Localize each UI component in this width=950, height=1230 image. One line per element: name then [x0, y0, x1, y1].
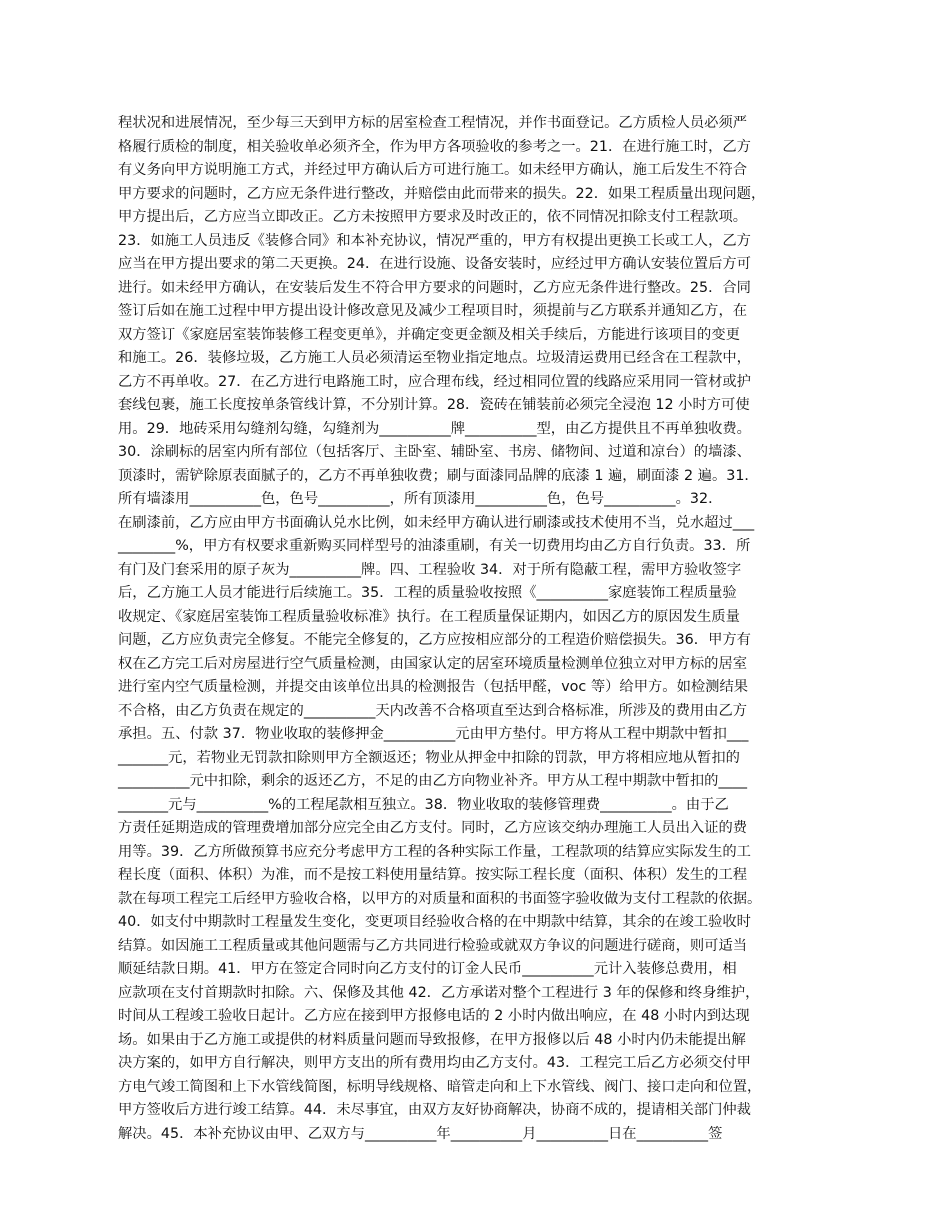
- text-line: 甲方要求的问题时，乙方应无条件进行整改，并赔偿由此而带来的损失。22．如果工程质量出现问题，: [118, 185, 766, 202]
- text-line: 30．涂刷标的居室内所有部位（包括客厅、主卧室、辅卧室、书房、储物间、过道和凉台）的墙漆、: [118, 444, 751, 460]
- text-line: 时间从工程竣工验收日起计。乙方应在接到甲方报修电话的 2 小时内做出响应，在 48 小时内到达现: [118, 1008, 750, 1024]
- text-line: 程状况和进展情况，至少每三天到甲方标的居室检查工程情况，并作书面登记。乙方质检人员必须严: [118, 115, 748, 131]
- text-line: 收规定、《家庭居室装饰工程质量验收标准》执行。在工程质量保证期内，如因乙方的原因发生质量: [118, 608, 740, 625]
- text-line: 款在每项工程完工后经甲方验收合格，以甲方的对质量和面积的书面签字验收做为支付工程款的依据。: [118, 890, 762, 907]
- text-line: 方电气竣工简图和上下水管线简图，标明导线规格、暗管走向和上下水管线、阀门、接口走向和位置，: [118, 1078, 762, 1095]
- text-line: 程长度（面积、体积）为准，而不是按工料使用量结算。按实际工程长度（面积、体积）发生的工程: [118, 867, 748, 883]
- text-line: 后，乙方施工人员才能进行后续施工。35．工程的质量验收按照《__________家庭装饰工程质量验: [118, 585, 737, 601]
- text-line: 顶漆时，需铲除原表面腻子的，乙方不再单独收费；刷与面漆同品牌的底漆 1 遍，刷面漆 2 遍。31．: [118, 467, 759, 484]
- text-line: 所有墙漆用__________色，色号__________，所有顶漆用__________色，色号__________。32．: [118, 491, 723, 507]
- text-line: __________元中扣除，剩余的返还乙方，不足的由乙方向物业补齐。甲方从工程中期款中暂扣的____: [118, 773, 748, 789]
- text-line: 格履行质检的制度，相关验收单必须齐全，作为甲方各项验收的参考之一。21．在进行施工时，乙方: [118, 138, 751, 155]
- text-line: 问题，乙方应负责完全修复。不能完全修复的，乙方应按相应部分的工程造价赔偿损失。36．甲方有: [118, 632, 751, 648]
- text-line: 签订后如在施工过程中甲方提出设计修改意见及减少工程项目时，须提前与乙方联系并通知乙方，在: [118, 303, 748, 319]
- text-line: 和施工。26．装修垃圾，乙方施工人员必须清运至物业指定地点。垃圾清运费用已经含在工程款中，: [118, 350, 751, 366]
- text-line: 40．如支付中期款时工程量发生变化，变更项目经验收合格的在中期款中结算，其余的在竣工验收时: [118, 914, 751, 930]
- text-line: 进行。如未经甲方确认，在安装后发生不符合甲方要求的问题时，乙方应无条件进行整改。25．合同: [118, 279, 751, 296]
- text-line: 有门及门套采用的原子灰为__________牌。四、工程验收 34．对于所有隐蔽工程，需甲方验收签字: [118, 561, 742, 578]
- text-line: 应款项在支付首期款时扣除。六、保修及其他 42．乙方承诺对整个工程进行 3 年的保修和终身维护，: [118, 984, 760, 1001]
- text-line: 用。29．地砖采用勾缝剂勾缝，勾缝剂为__________牌__________型，由乙方提供且不再单独收费。: [118, 420, 751, 437]
- text-line: 方责任延期造成的管理费增加部分应完全由乙方支付。同时，乙方应该交纳办理施工人员出入证的费: [118, 820, 748, 836]
- text-line: 不合格，由乙方负责在规定的__________天内改善不合格项直至达到合格标准，所涉及的费用由乙方: [118, 702, 748, 719]
- text-line: _______元，若物业无罚款扣除则甲方全额返还；物业从押金中扣除的罚款，甲方将相应地从暂扣的: [118, 749, 740, 766]
- text-line: 用等。39．乙方所做预算书应充分考虑甲方工程的各种实际工作量，工程款项的结算应实际发生的工: [118, 843, 751, 860]
- text-line: 双方签订《家庭居室装饰装修工程变更单》，并确定变更金额及相关手续后，方能进行该项目的变更: [118, 326, 740, 343]
- text-line: 承担。五、付款 37．物业收取的装修押金__________元由甲方垫付。甲方将从工程中期款中暂扣___: [118, 726, 749, 742]
- text-line: 应当在甲方提出要求的第二天更换。24．在进行设施、设备安装时，应经过甲方确认安装位置后方可: [118, 256, 751, 272]
- text-line: 结算。如因施工工程质量或其他问题需与乙方共同进行检验或就双方争议的问题进行磋商，则可适当: [118, 937, 748, 954]
- text-line: 权在乙方完工后对房屋进行空气质量检测，由国家认定的居室环境质量检测单位独立对甲方标的居室: [118, 655, 748, 672]
- text-line: ________%，甲方有权要求重新购买同样型号的油漆重刷，有关一切费用均由乙方自行负责。33．所: [118, 538, 751, 554]
- text-line: 进行室内空气质量检测，并提交由该单位出具的检测报告（包括甲醛，voc 等）给甲方。如检测结果: [118, 679, 749, 695]
- text-line: 23．如施工人员违反《装修合同》和本补充协议，情况严重的，甲方有权提出更换工长或工人，乙方: [118, 232, 751, 249]
- text-line: 甲方提出后，乙方应当立即改正。乙方未按照甲方要求及时改正的，依不同情况扣除支付工程款项。: [118, 209, 748, 225]
- text-line: 乙方不再单收。27．在乙方进行电路施工时，应合理布线，经过相同位置的线路应采用同一管材或护: [118, 373, 751, 390]
- document-body: [118, 112, 840, 1146]
- text-line: 在刷漆前，乙方应由甲方书面确认兑水比例，如未经甲方确认进行刷漆或技术使用不当，兑水超过___: [118, 514, 755, 531]
- text-line: _______元与__________%的工程尾款相互独立。38．物业收取的装修管理费__________。由于乙: [118, 796, 729, 813]
- text-line: 甲方签收后方进行竣工结算。44．未尽事宜，由双方友好协商解决，协商不成的，提请相关部门仲裁: [118, 1102, 751, 1118]
- text-line: 顺延结款日期。41．甲方在签定合同时向乙方支付的订金人民币__________元计入装修总费用，相: [118, 961, 737, 977]
- text-line: 解决。45．本补充协议由甲、乙双方与__________年__________月__________日在__________签: [118, 1125, 723, 1142]
- text-line: 决方案的，如甲方自行解决，则甲方支出的所有费用均由乙方支付。43．工程完工后乙方必须交付甲: [118, 1055, 751, 1071]
- text-line: 场。如果由于乙方施工或提供的材料质量问题而导致报修，在甲方报修以后 48 小时内仍未能提出解: [118, 1031, 746, 1048]
- text-line: 套线包裹，施工长度按单条管线计算，不分别计算。28．瓷砖在铺装前必须完全浸泡 12 小时方可使: [118, 397, 750, 413]
- text-line: 有义务向甲方说明施工方式，并经过甲方确认后方可进行施工。如未经甲方确认，施工后发生不符合: [118, 162, 748, 178]
